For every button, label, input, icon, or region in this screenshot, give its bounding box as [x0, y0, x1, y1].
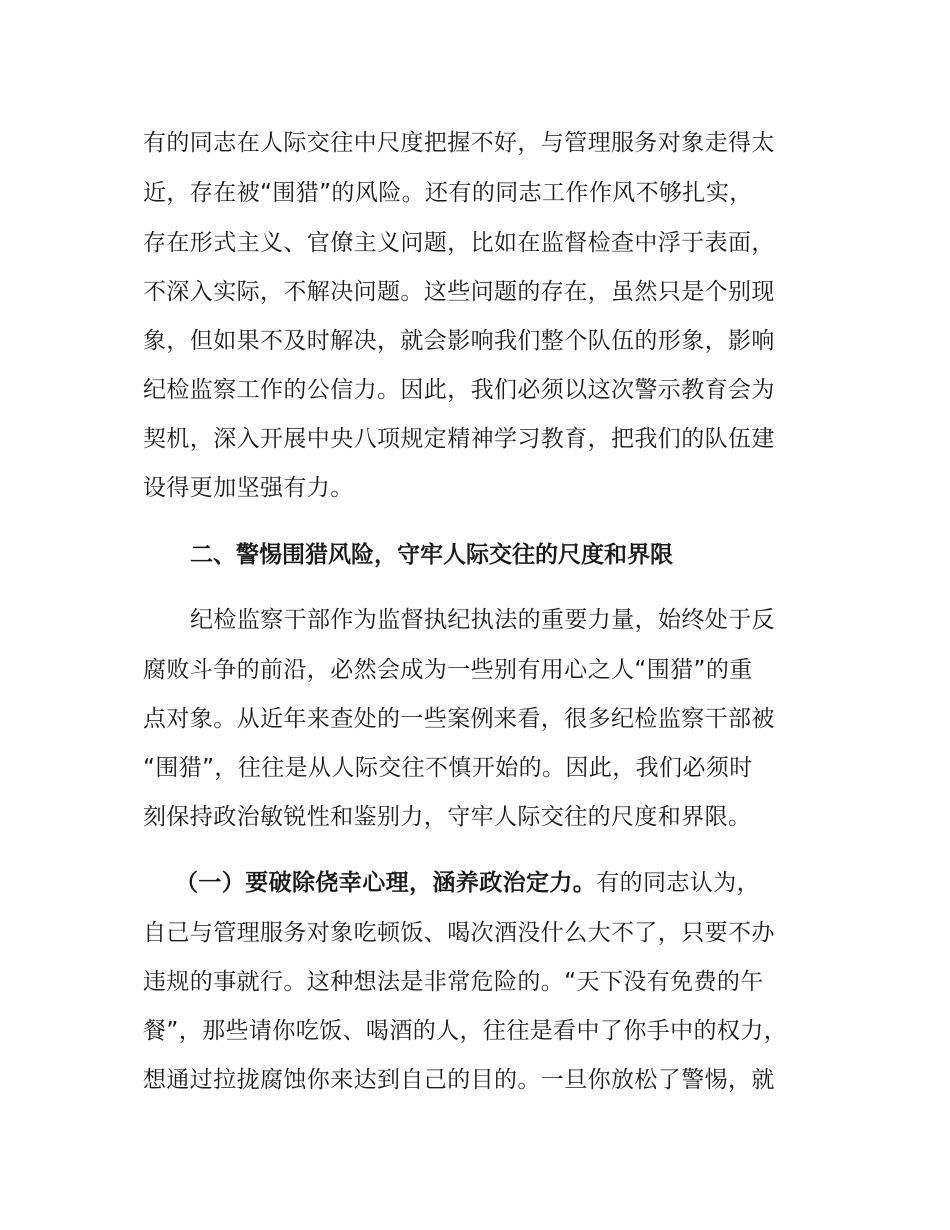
paragraph-line: 存在形式主义、官僚主义问题，比如在监督检查中浮于表面， — [143, 230, 775, 256]
paragraph-line: 自己与管理服务对象吃顿饭、喝次酒没什么大不了，只要不办 — [143, 920, 775, 946]
paragraph-line: 近，存在被“围猎”的风险。还有的同志工作作风不够扎实， — [143, 180, 753, 206]
paragraph-line: 纪检监察干部作为监督执纪执法的重要力量，始终处于反 — [190, 607, 775, 633]
paragraph-line: 点对象。从近年来查处的一些案例来看，很多纪检监察干部被 — [143, 706, 775, 732]
paragraph-line: 餐”，那些请你吃饭、喝酒的人，往往是看中了你手中的权力， — [143, 1018, 788, 1044]
section-heading: 二、警惕围猎风险，守牢人际交往的尺度和界限 — [190, 542, 673, 568]
paragraph-line: 腐败斗争的前沿，必然会成为一些别有用心之人“围猎”的重 — [143, 657, 753, 683]
paragraph-line: 纪检监察工作的公信力。因此，我们必须以这次警示教育会为 — [143, 377, 775, 403]
paragraph-line: 刻保持政治敏锐性和鉴别力，守牢人际交往的尺度和界限。 — [143, 804, 752, 830]
paragraph-line: 设得更加坚强有力。 — [143, 475, 354, 501]
paragraph-line: 违规的事就行。这种想法是非常危险的。“天下没有免费的午 — [143, 969, 764, 995]
paragraph-line: 想通过拉拢腐蚀你来达到自己的目的。一旦你放松了警惕，就 — [143, 1067, 775, 1093]
subsection-lead: （一）要破除侥幸心理，涵养政治定力。 — [175, 870, 597, 896]
paragraph-line: 不深入实际，不解决问题。这些问题的存在，虽然只是个别现 — [143, 279, 775, 305]
paragraph-line: “围猎”，往往是从人际交往不慎开始的。因此，我们必须时 — [143, 755, 753, 781]
paragraph-first-line — [175, 868, 760, 898]
paragraph-text: 有的同志认为， — [596, 870, 761, 896]
paragraph-line: 象，但如果不及时解决，就会影响我们整个队伍的形象，影响 — [143, 328, 775, 354]
paragraph-line: 契机，深入开展中央八项规定精神学习教育，把我们的队伍建 — [143, 426, 775, 452]
paragraph-line: 有的同志在人际交往中尺度把握不好，与管理服务对象走得太 — [143, 130, 775, 156]
